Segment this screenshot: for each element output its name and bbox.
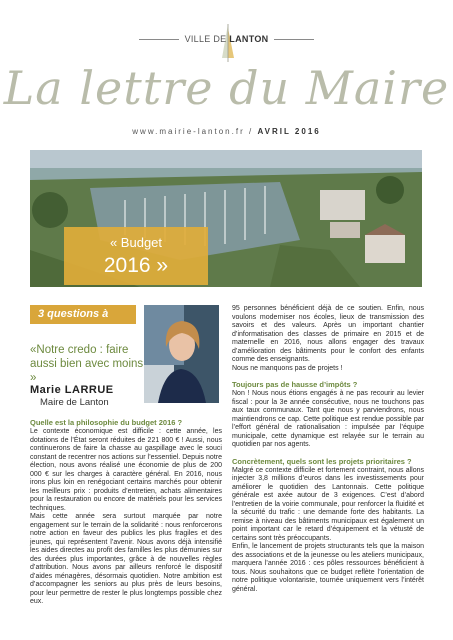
badge-line-1: « Budget bbox=[109, 235, 163, 250]
answer-3-paragraph-1: Malgré ce contexte difficile et fortement contraint, nous allons injecter 3,8 millions d’euros dans les investissements pour améliorer le quotidien des Lantonnais. Cette politique générale est axée autour de 3 exigences. C’est d’abord l’entretien de la voirie communale, pour renforcer la fluidité et la sécurité du trafic : une demande forte des habitants. La remise à niveau des bâtiments municipaux est également un point important car le retard d’équipement et la vétusté de certains sont très préoccupants. bbox=[232, 466, 424, 542]
logo-text: VILLE DE LANTON bbox=[184, 34, 269, 44]
right-column bbox=[232, 305, 424, 594]
website-link[interactable]: www.mairie-lanton.fr bbox=[132, 127, 245, 136]
logo-rule-right bbox=[274, 39, 314, 40]
answer-3-paragraph-2: Enfin, le lancement de projets structurants tels que la maison des associations et de la jeunesse ou les ateliers municipaux, marquera l’année 2016 : ces pôles ressources bénéficient à tous. Nous souhaitons que ce budget reflète l’orientation de notre politique volontariste, tournée uniquement vers l’intérêt général. bbox=[232, 543, 424, 593]
website-issue-line: www.mairie-lanton.fr / AVRIL 2016 bbox=[132, 127, 321, 136]
question-2: Toujours pas de hausse d’impôts ? bbox=[232, 380, 358, 389]
budget-badge bbox=[64, 227, 208, 285]
interview-quote: «Notre credo : faire aussi bien avec moins » bbox=[30, 344, 144, 384]
badge-line-2: 2016 » bbox=[103, 254, 169, 277]
answer-1-paragraph-4: Nous ne manquons pas de projets ! bbox=[232, 364, 343, 372]
logo-rule-left bbox=[139, 39, 179, 40]
answer-2-paragraph: Non ! Nous nous étions engagés à ne pas recourir au levier fiscal : pour la 3e année consécutive, nous ne touchons pas aux taux communaux. Tant que nous y parviendrons, nous maintiendrons ce cap. Cette politique est rendue possible par l’effort général de rationalisation : impulsée par l’équipe municipale, cette dynamique est relayée sur le terrain au quotidien par nos agents. bbox=[232, 390, 424, 448]
answer-1-paragraph-2: Mais cette année sera surtout marquée par notre engagement sur le terrain de la solidarité : nous renforcerons notre action en faveur des publics les plus fragiles et des jeunes, qui représentent l’avenir. Nous avons déjà intensifié les aides directes au profit des familles les plus démunies sur des durées plus importantes, grâce à de nouvelles règles d’attribution. Nous avons par ailleurs renforcé le dispositif d’aides ménagères, désormais quotidien. Notre ambition est d’accompagner les seniors au plus près de leurs besoins, pour leur permettre de rester le plus longtemps possible chez eux. bbox=[30, 513, 222, 605]
answer-1-paragraph-3: 95 personnes bénéficient déjà de ce soutien. Enfin, nous voulons moderniser nos écoles, lieux de transmission des savoirs et des valeurs. Après un important chantier d’informatisation des classes de primaire en 2015 et de maternelle en 2016, nous allons engager des travaux d’amélioration des bâtiments pour le confort des enfants comme des enseignants. bbox=[232, 305, 424, 363]
interview-tag: 3 questions à bbox=[30, 305, 136, 324]
answer-1-paragraph-1: Le contexte économique est difficile : cette année, les dotations de l’État seront réduites de 221 800 € ! Aussi, nous continuerons de faire la chasse au gaspillage avec le souci constant de recentrer nos actions sur l’essentiel. Depuis notre élection, nous avons réalisé une économie de plus de 200 000 € sur les charges à caractère général. En 2016, nous irons plus loin en renégociant certains marchés pour obtenir les meilleurs prix : produits d’entretien, achats alimentaires pour la restauration ou encore de matériels pour les services techniques. bbox=[30, 428, 222, 512]
question-1: Quelle est la philosophie du budget 2016 ? bbox=[30, 418, 183, 427]
question-3: Concrètement, quels sont les projets prioritaires ? bbox=[232, 456, 412, 466]
mayor-portrait bbox=[144, 305, 219, 403]
interviewee-name: Marie LARRUE bbox=[30, 384, 114, 396]
newsletter-title: La lettre du Maire bbox=[3, 61, 450, 115]
left-column bbox=[30, 418, 222, 607]
masthead bbox=[0, 0, 453, 148]
town-logo bbox=[0, 34, 453, 44]
interviewee-role: Maire de Lanton bbox=[40, 397, 109, 408]
issue-date: AVRIL 2016 bbox=[257, 127, 321, 136]
